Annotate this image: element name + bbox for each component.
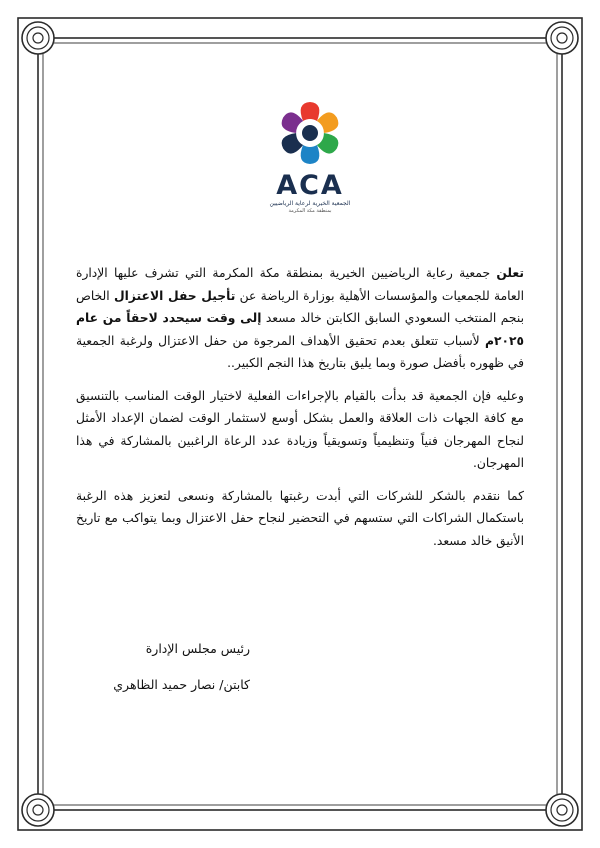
corner-ornament-bottom-left bbox=[22, 794, 54, 826]
paragraph-announcement bbox=[76, 262, 524, 375]
corner-ornament-top-right bbox=[546, 22, 578, 54]
corner-ornament-bottom-right bbox=[546, 794, 578, 826]
ball-emblem-icon bbox=[275, 98, 345, 168]
letter-body bbox=[76, 262, 524, 562]
corner-ornament-top-left bbox=[22, 22, 54, 54]
postponement-phrase: تأجيل حفل الاعتزال bbox=[114, 288, 236, 303]
emblem-petal bbox=[278, 109, 304, 135]
announce-text-3: لأسباب تتعلق بعدم تحقيق الأهداف المرجوة من حفل الاعتزال ولرغبة الجمعية في ظهوره بأفضل صورة وبما يليق بتاريخ هذا النجم الكبير.. bbox=[76, 333, 524, 370]
emblem-petal bbox=[301, 102, 320, 121]
paragraph-actions: وعليه فإن الجمعية قد بدأت بالقيام بالإجراءات الفعلية لاختيار الوقت المناسب بالتنسيق مع كافة الجهات ذات العلاقة والعمل بشكل أوسع لاستثمار الوقت لضمان الإعداد الأمثل لنجاح المهرجان فنياً وتنظيمياً وتسويقياً وزيادة عدد الرعاة الراغبين بالمشاركة في هذا المهرجان. bbox=[76, 388, 524, 470]
logo-association-name: الجمعية الخيرية لرعاية الرياضيين bbox=[269, 200, 351, 207]
announce-verb: تعلن bbox=[496, 266, 524, 280]
emblem-petal bbox=[278, 131, 304, 157]
emblem-petal bbox=[316, 131, 342, 157]
announce-text-1: جمعية رعاية الرياضيين الخيرية بمنطقة مكة المكرمة التي تشرف عليها الإدارة العامة للجمعيات والمؤسسات الأهلية بوزارة الرياضة عن bbox=[76, 266, 524, 303]
paragraph-thanks: كما نتقدم بالشكر للشركات التي أبدت رغبتها بالمشاركة ونسعى لتعزيز هذه الرغبة باستكمال الشراكات التي ستسهم في التحضير لنجاح حفل الاعتزال وبما يتواكب مع تاريخ الأنيق خالد مسعد. bbox=[76, 488, 524, 548]
logo-abbreviation: ACA bbox=[276, 170, 344, 201]
announce-text-2: الخاص بنجم المنتخب السعودي السابق الكابتن خالد مسعد bbox=[76, 288, 524, 325]
logo-region: بمنطقة مكة المكرمة bbox=[288, 208, 332, 214]
emblem-petal bbox=[301, 145, 320, 164]
emblem-petal bbox=[316, 109, 342, 135]
signature-name: كابتن/ نصار حميد الظاهري bbox=[113, 677, 250, 692]
signature-title: رئيس مجلس الإدارة bbox=[145, 641, 250, 656]
new-date-phrase: إلى وقت سيحدد لاحقاً من عام ٢٠٢٥م bbox=[76, 311, 524, 348]
association-logo bbox=[268, 98, 352, 224]
